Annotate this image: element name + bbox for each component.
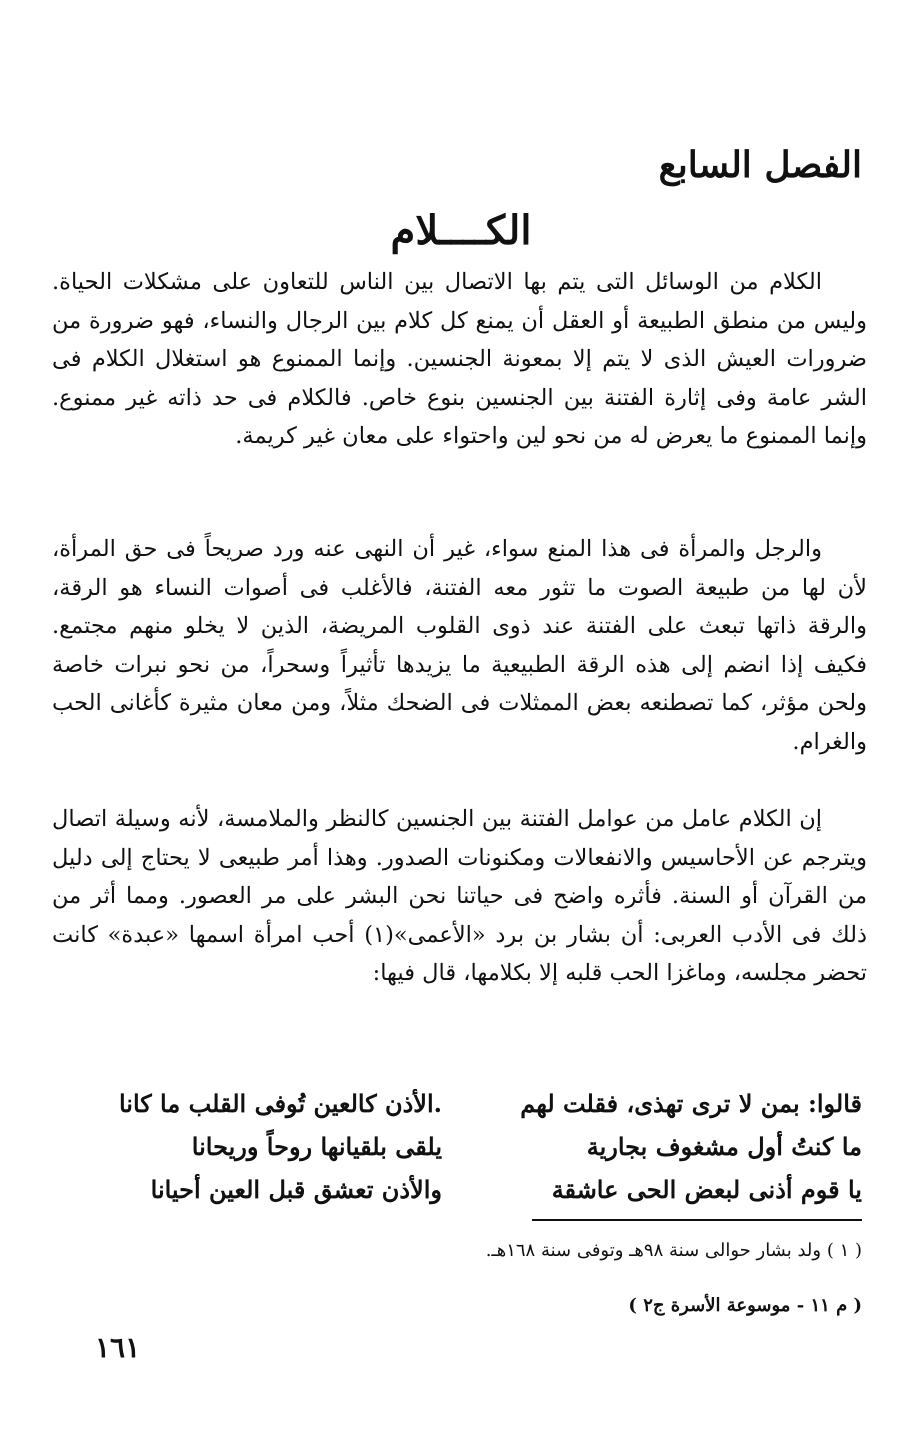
poem <box>62 1082 862 1211</box>
verse-second-hemistich: يلقى بلقيانها روحاً وريحانا <box>191 1132 442 1161</box>
verse-second-hemistich: .الأذن كالعين تُوفى القلب ما كانا <box>118 1089 442 1118</box>
verse <box>62 1168 862 1211</box>
paragraph-2: والرجل والمرأة فى هذا المنع سواء، غير أن النهى عنه ورد صريحاً فى حق المرأة، لأن لها من طبيعة الصوت ما تثور معه الفتنة، فالأغلب فى أصوات النساء هو الرقة، والرقة ذاتها تبعث على الفتنة عند ذوى القلوب المريضة، الذين لا يخلو منهم مجتمع. فكيف إذا انضم إلى هذه الرقة الطبيعية ما يزيدها تأثيراً وسحراً، من نحو نبرات خاصة ولحن مؤثر، كما تصطنعه بعض الممثلات فى الضحك مثلاً، ومن معان مثيرة كأغانى الحب والغرام. <box>52 536 867 755</box>
paragraph-1: الكلام من الوسائل التى يتم بها الاتصال بين الناس للتعاون على مشكلات الحياة. وليس من منطق الطبيعة أو العقل أن يمنع كل كلام بين الرجال والنساء، فهو ضرورة من ضرورات العيش الذى لا يتم إلا بمعونة الجنسين. وإنما الممنوع هو استغلال الكلام فى الشر عامة وفى إثارة الفتنة بين الجنسين بنوع خاص. فالكلام فى حد ذاته غير ممنوع. وإنما الممنوع ما يعرض له من نحو لين واحتواء على معان غير كريمة. <box>52 269 867 449</box>
verse-first-hemistich: ما كنتُ أول مشغوف بجارية <box>586 1132 862 1161</box>
footnote: ( ١ ) ولد بشار حوالى سنة ٩٨هـ وتوفى سنة ١٦٨هـ. <box>485 1240 862 1261</box>
footnote-divider <box>532 1219 862 1221</box>
verse-first-hemistich: يا قوم أذنى لبعض الحى عاشقة <box>551 1175 862 1204</box>
paragraph-3: إن الكلام عامل من عوامل الفتنة بين الجنسين كالنظر والملامسة، لأنه وسيلة اتصال ويترجم عن الأحاسيس والانفعالات ومكنونات الصدور. وهذا أمر طبيعى لا يحتاج إلى دليل من القرآن أو السنة. فأثره واضح فى حياتنا نحن البشر على مر العصور. ومما أثر من ذلك فى الأدب العربى: أن بشار بن برد «الأعمى»(١) أحب امرأة اسمها «عبدة» كانت تحضر مجلسه، وماغزا الحب قلبه إلا بكلامها، قال فيها: <box>52 806 867 986</box>
body-text <box>52 263 867 476</box>
body-text-2 <box>52 530 867 781</box>
verse <box>62 1125 862 1168</box>
series-note: ( م ١١ - موسوعة الأسرة ج٢ ) <box>628 1295 862 1316</box>
verse-first-hemistich: قالوا: بمن لا ترى تهذى، فقلت لهم <box>520 1089 862 1118</box>
chapter-title: الفصل السابع <box>658 144 862 186</box>
verse-second-hemistich: والأذن تعشق قبل العين أحيانا <box>150 1175 442 1204</box>
section-title: الكــــلام <box>390 207 532 254</box>
body-text-3 <box>52 800 867 1013</box>
verse <box>62 1082 862 1125</box>
page-number: ١٦١ <box>95 1331 141 1364</box>
